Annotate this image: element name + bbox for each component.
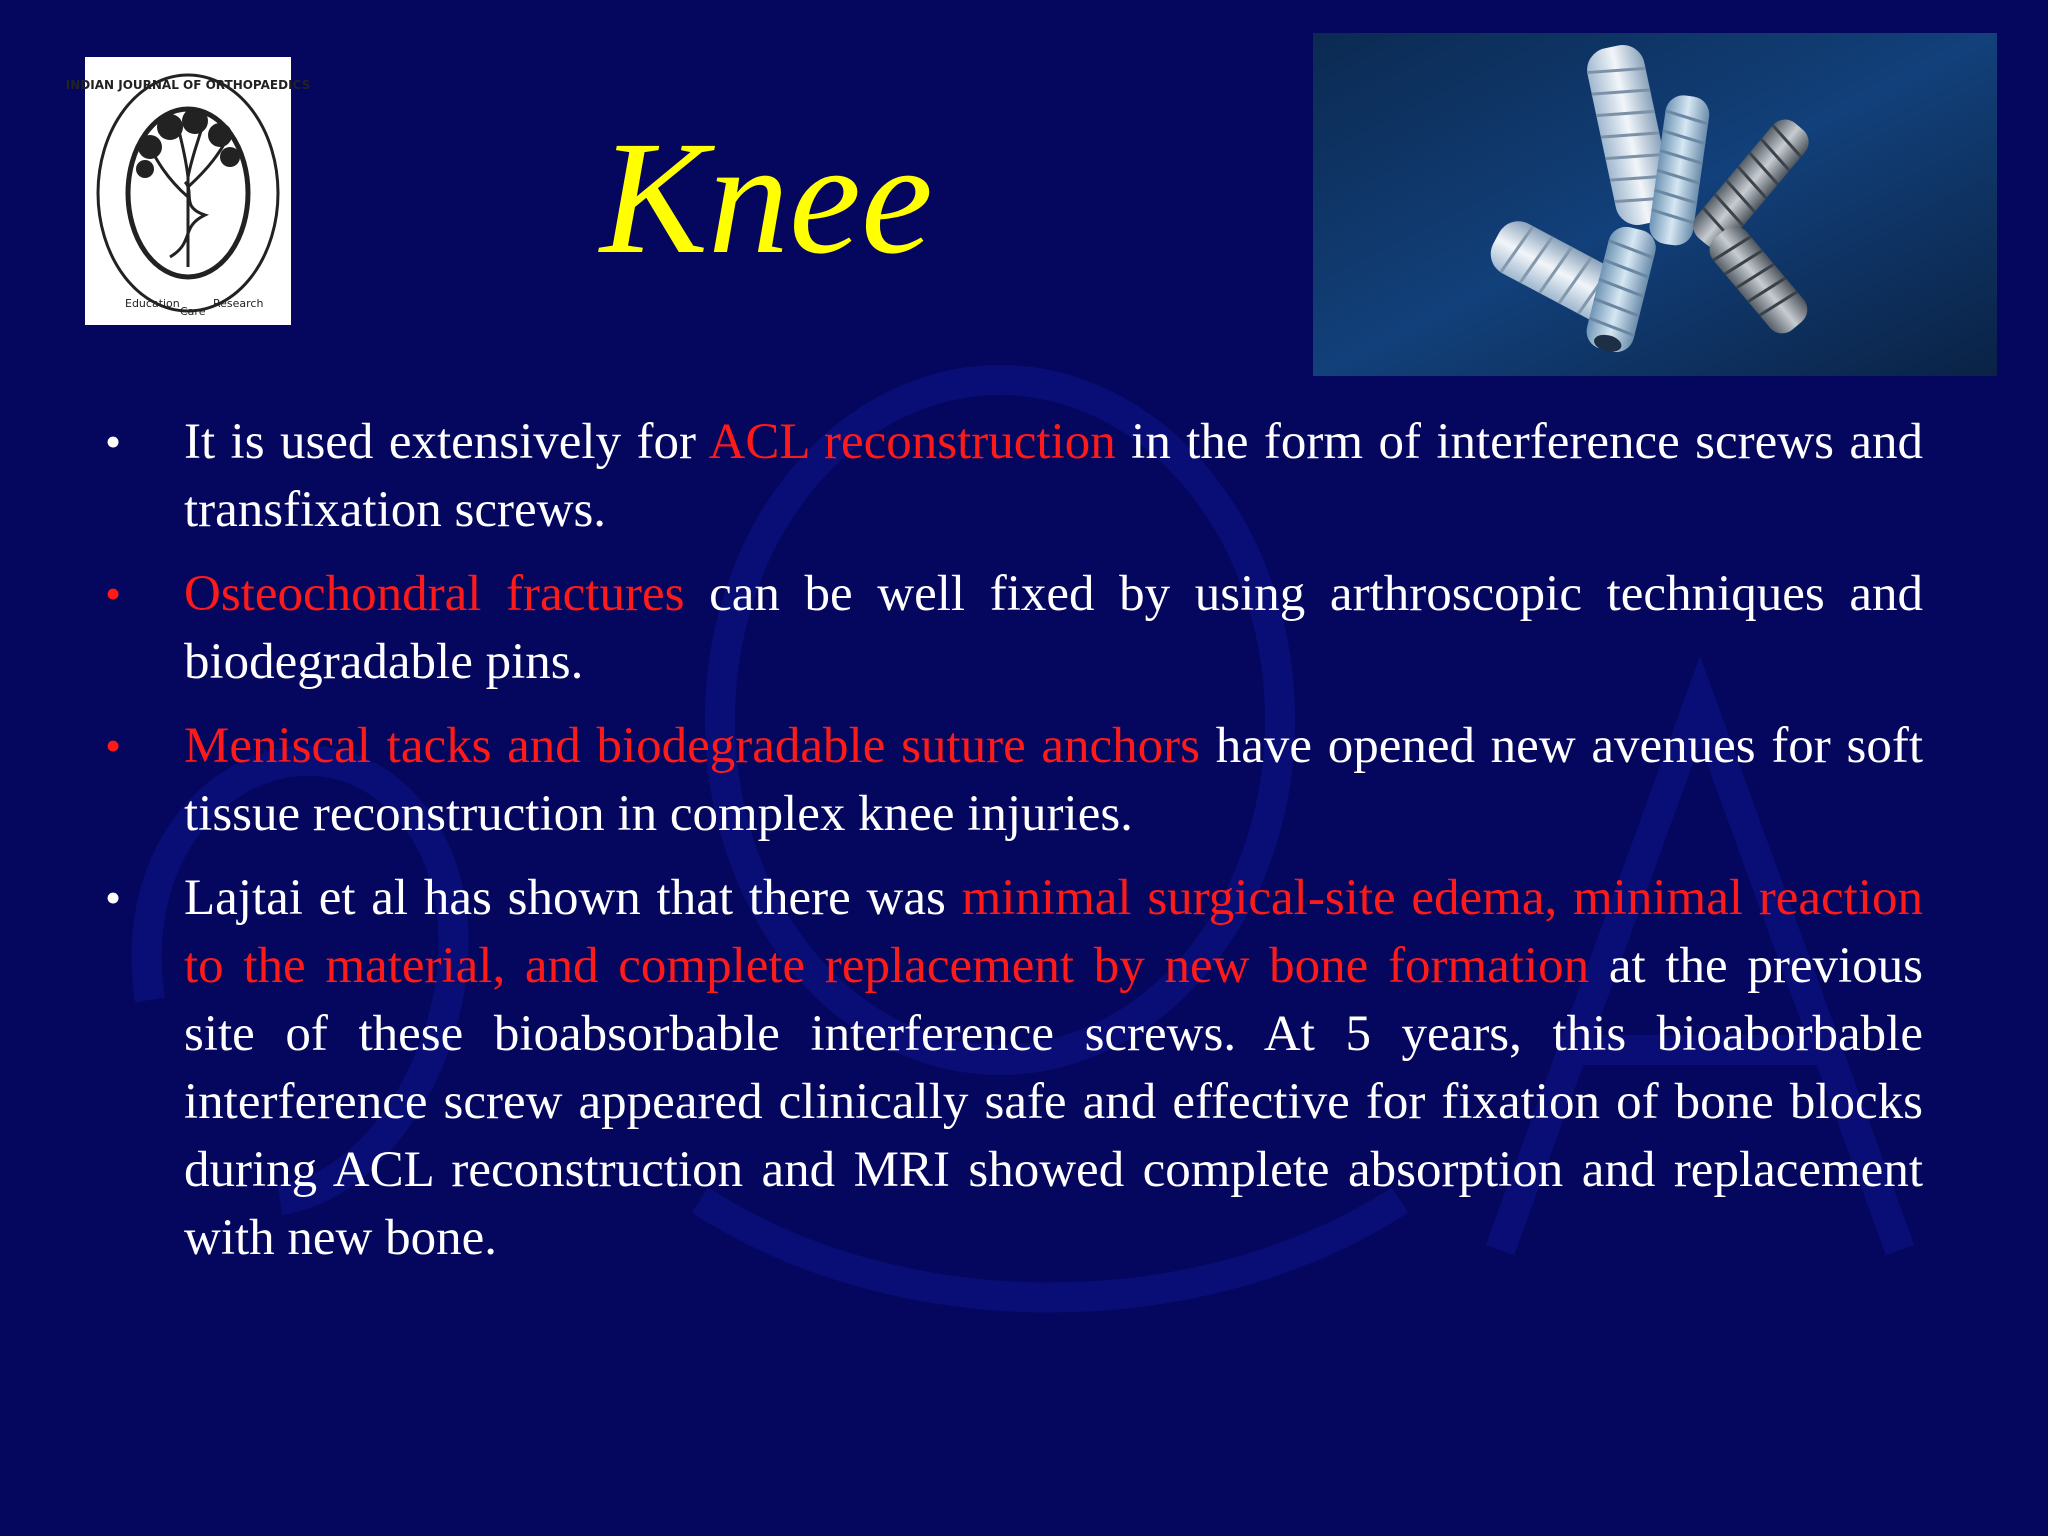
highlight-text: Meniscal tacks and biodegradable suture anchors — [184, 718, 1201, 774]
bullet-item-meniscal — [105, 712, 1923, 848]
bullet-text: have opened new avenues for soft tissue reconstruction in complex knee injuries. — [184, 718, 1923, 842]
interference-screws-photo — [1313, 33, 1997, 376]
journal-logo — [65, 57, 311, 325]
logo-text-care: Care — [180, 305, 206, 318]
bullet-marker: • — [105, 720, 122, 771]
logo-text-top: INDIAN JOURNAL OF ORTHOPAEDICS — [65, 78, 311, 92]
logo-text-education: Education — [125, 297, 180, 310]
bullet-marker: • — [105, 416, 122, 467]
bullet-text: in the form of interference screws and transfixation screws. — [184, 414, 1923, 538]
logo-text-research: Research — [213, 297, 264, 310]
bullet-item-osteochondral — [105, 560, 1923, 696]
bullet-marker: • — [105, 872, 122, 923]
bullet-text: at the previous site of these bioabsorbable interference screws. At 5 years, this bioaborbable interference screw appeared clinically safe and effective for fixation of bone blocks during ACL reconstruction and MRI showed complete absorption and replacement with new bone. — [184, 938, 1923, 1266]
bullet-list — [105, 408, 1923, 1288]
journal-logo-icon — [65, 57, 311, 325]
slide-title: Knee — [600, 109, 933, 288]
bullet-text: can be well fixed by using arthroscopic techniques and biodegradable pins. — [184, 566, 1924, 690]
bullet-item-acl — [105, 408, 1923, 544]
bullet-marker: • — [105, 568, 122, 619]
highlight-text: Osteochondral fractures — [184, 566, 685, 622]
highlight-text: minimal surgical-site edema, minimal reaction to the material, and complete replacement by new bone formation — [184, 870, 1924, 994]
bullet-text: Lajtai et al has shown that there was — [184, 870, 962, 926]
bullet-item-lajtai — [105, 864, 1923, 1272]
interference-screws-image-icon — [1313, 33, 1997, 376]
bullet-text: It is used extensively for — [184, 414, 709, 470]
highlight-text: ACL reconstruction — [708, 414, 1116, 470]
